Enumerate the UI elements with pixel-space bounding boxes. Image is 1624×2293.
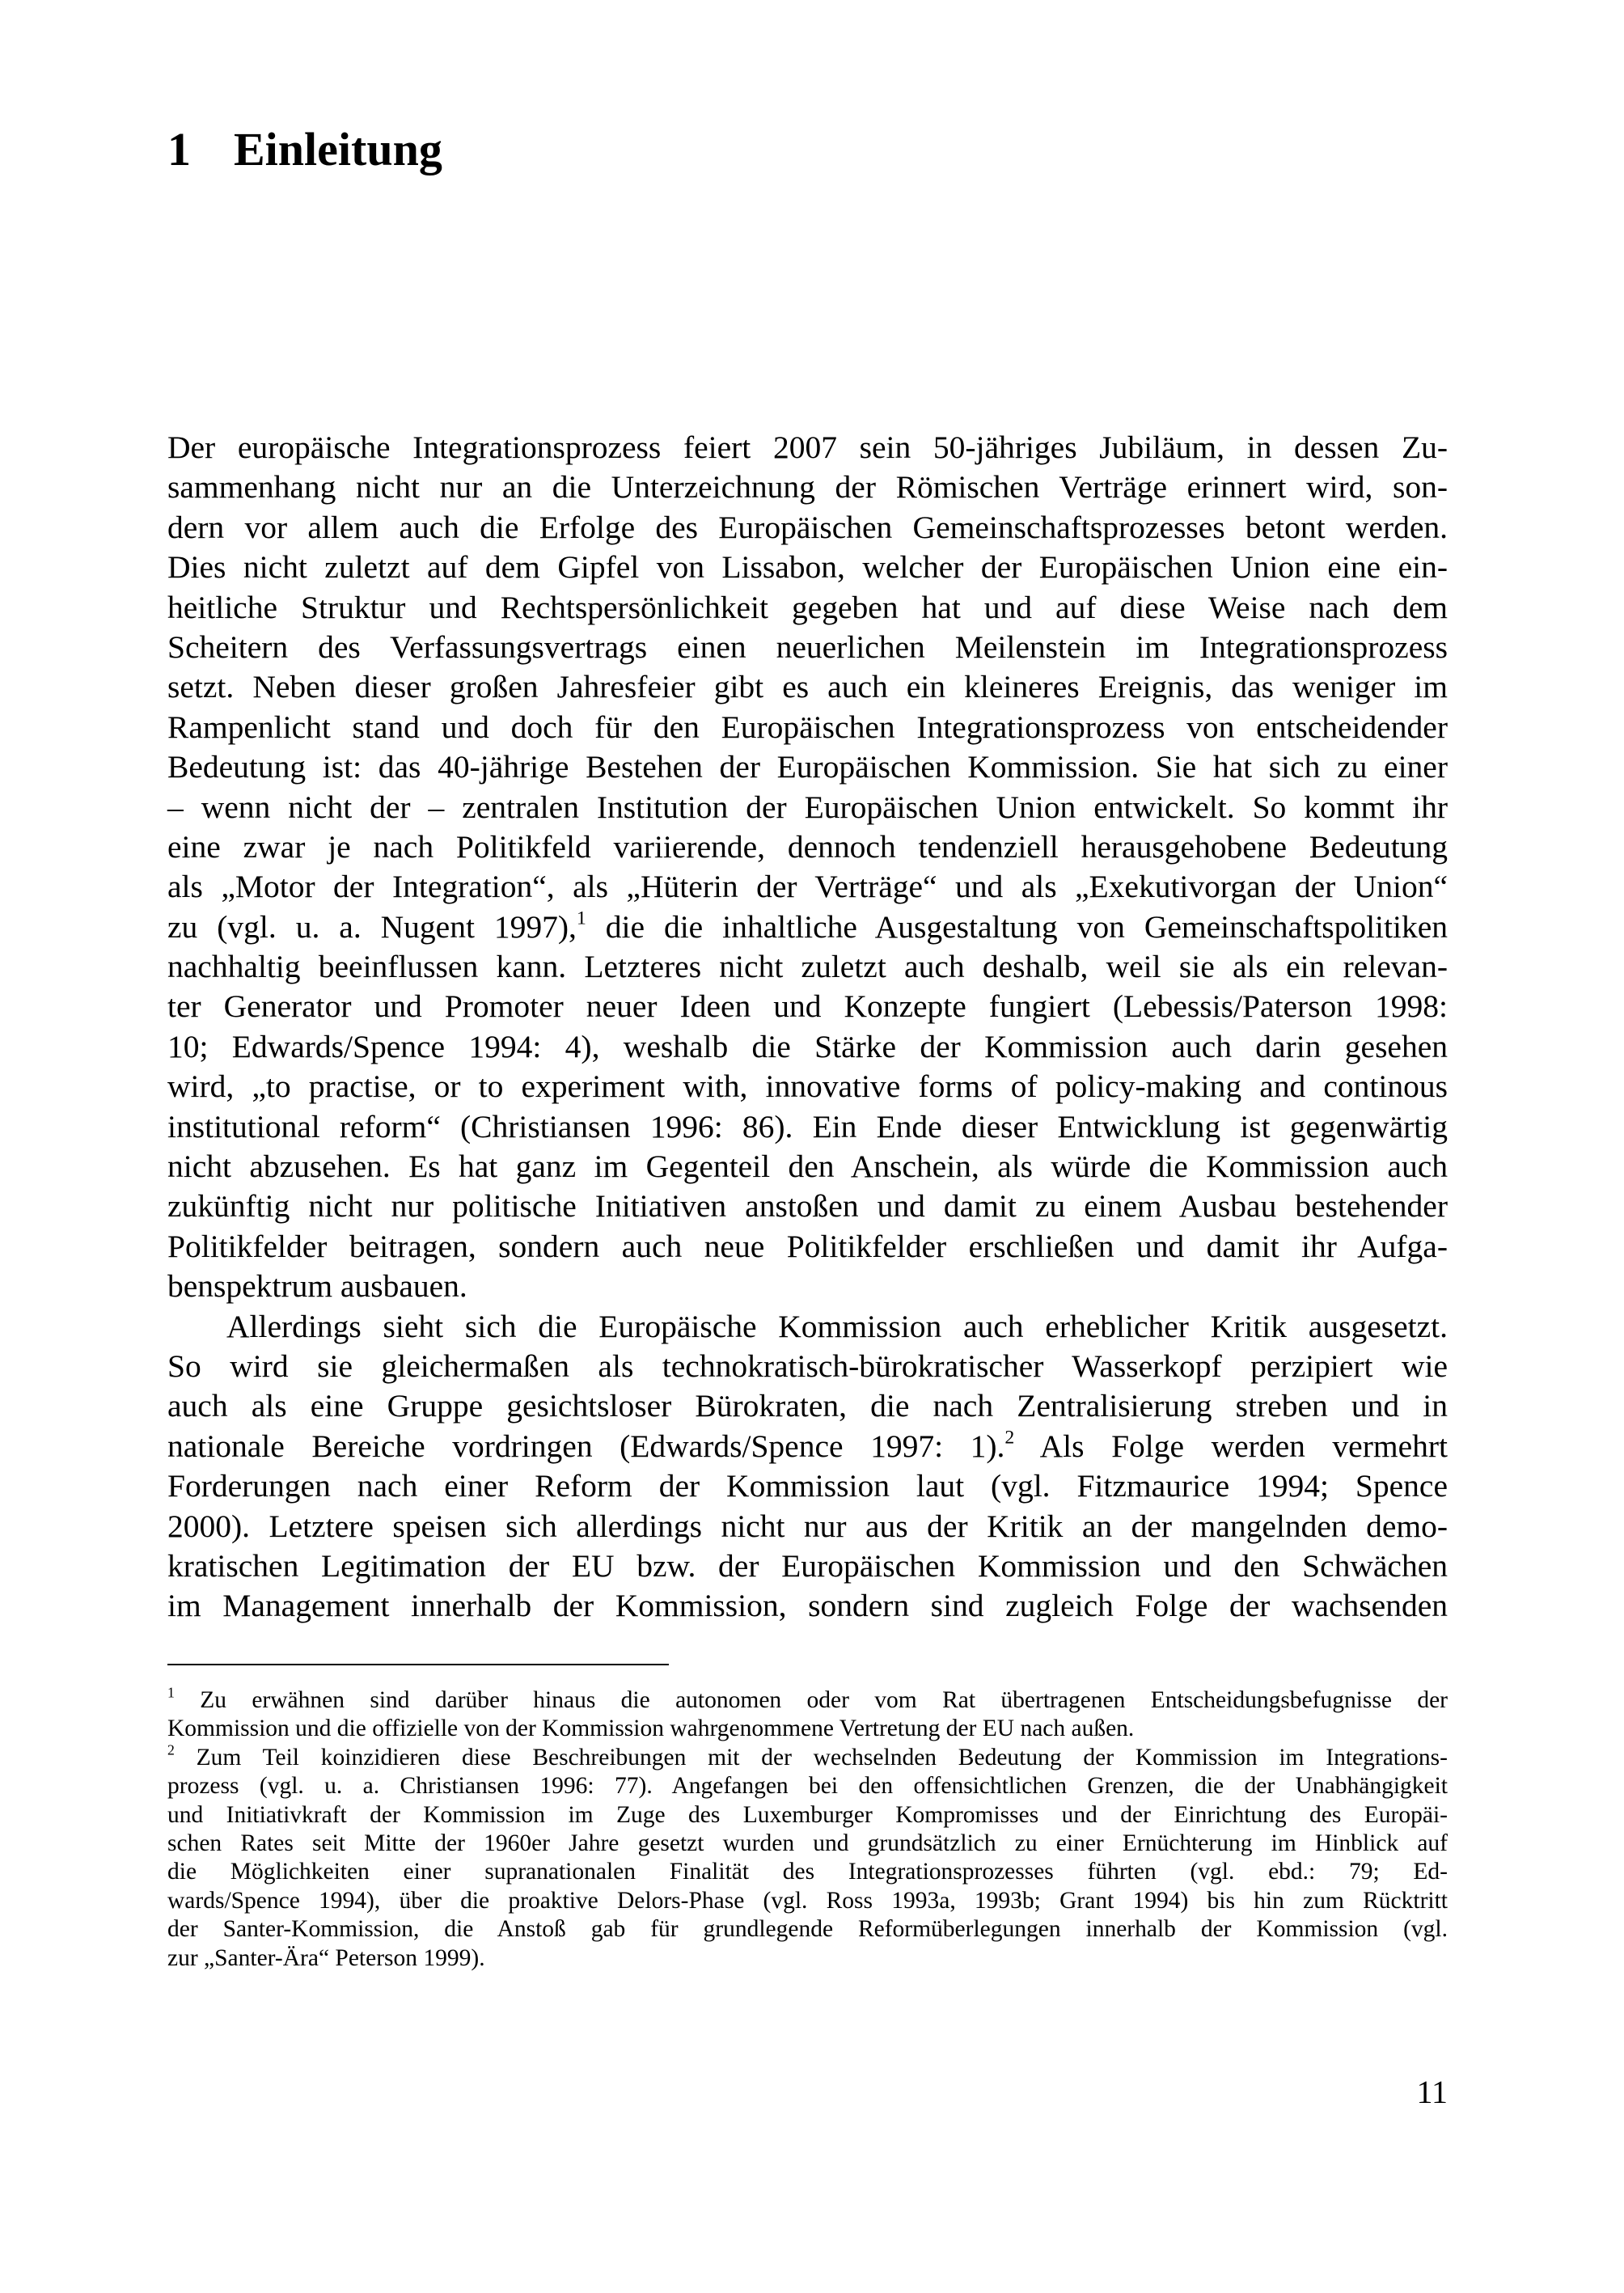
- footnote-text: prozess (vgl. u. a. Christiansen 1996: 77). Angefangen bei den offensichtlichen Grenzen, die der Unabhängigkeit: [167, 1773, 1448, 1800]
- footnote-text: wards/Spence 1994), über die proaktive Delors-Phase (vgl. Ross 1993a, 1993b; Grant 1994) bis hin zum Rücktritt: [167, 1887, 1448, 1914]
- footnote-line: [167, 1741, 1448, 1772]
- line-text: – wenn nicht der – zentralen Institution der Europäischen Union entwickelt. So kommt ihr: [167, 789, 1448, 825]
- line-text: die die inhaltliche Ausgestaltung von Gemeinschaftspolitiken: [586, 908, 1448, 945]
- text-line: [167, 628, 1448, 667]
- footnote-line: [167, 1858, 1448, 1886]
- line-text: als „Motor der Integration“, als „Hüterin der Verträge“ und als „Exekutivorgan der Union“: [167, 869, 1448, 905]
- text-line: [167, 667, 1448, 707]
- line-text: Allerdings sieht sich die Europäische Kommission auch erheblicher Kritik ausgesetzt.: [226, 1308, 1448, 1344]
- line-text: nicht abzusehen. Es hat ganz im Gegenteil den Anschein, als würde die Kommission auch: [167, 1149, 1448, 1185]
- line-text: nachhaltig beeinflussen kann. Letzteres nicht zuletzt auch deshalb, weil sie als ein relevan-: [167, 949, 1448, 985]
- line-text: im Management innerhalb der Kommission, sondern sind zugleich Folge der wachsenden: [167, 1588, 1448, 1624]
- line-text: Politikfelder beitragen, sondern auch neue Politikfelder erschließen und damit ihr Aufga-: [167, 1228, 1448, 1264]
- line-text: kratischen Legitimation der EU bzw. der Europäischen Kommission und den Schwächen: [167, 1547, 1448, 1584]
- text-line: [167, 1187, 1448, 1226]
- footnote: [167, 1741, 1448, 1973]
- text-line: [167, 508, 1448, 548]
- text-line: [167, 1466, 1448, 1506]
- footnote-text: Zu erwähnen sind darüber hinaus die autonomen oder vom Rat übertragenen Entscheidungsbefugnisse der: [174, 1687, 1448, 1713]
- footnote-text: die Möglichkeiten einer supranationalen Finalität des Integrationsprozesses führten (vgl. ebd.: 79; Ed-: [167, 1859, 1448, 1885]
- paragraph: [167, 428, 1448, 1307]
- text-line: [167, 1307, 1448, 1347]
- text-line: [167, 867, 1448, 907]
- text-line: [167, 987, 1448, 1026]
- footnote-separator: [167, 1664, 669, 1665]
- footnote-line: [167, 1915, 1448, 1944]
- footnote-line: [167, 1801, 1448, 1830]
- footnote-marker: 1: [167, 1684, 175, 1701]
- text-line: [167, 1386, 1448, 1426]
- text-line: [167, 708, 1448, 747]
- chapter-heading: [167, 121, 442, 178]
- footnote-text: Zum Teil koinzidieren diese Beschreibungen mit der wechselnden Bedeutung der Kommission im Integrations-: [174, 1744, 1448, 1771]
- footnote-marker: 2: [167, 1741, 175, 1758]
- line-text: Forderungen nach einer Reform der Kommission laut (vgl. Fitzmaurice 1994; Spence: [167, 1468, 1448, 1504]
- line-text: Als Folge werden vermehrt: [1014, 1428, 1448, 1464]
- text-line: [167, 1227, 1448, 1267]
- footnote-line: [167, 1772, 1448, 1800]
- footnote-line: [167, 1944, 1448, 1973]
- footnote-text: der Santer-Kommission, die Anstoß gab für grundlegende Reformüberlegungen innerhalb der Kommission (vgl.: [167, 1916, 1448, 1943]
- text-line: [167, 428, 1448, 467]
- line-text: Scheitern des Verfassungsvertrags einen neuerlichen Meilenstein im Integrationsprozess: [167, 628, 1448, 665]
- footnote-line: [167, 1715, 1448, 1743]
- footnote-reference: 1: [576, 907, 586, 929]
- text-line: [167, 588, 1448, 628]
- line-text: zu (vgl. u. a. Nugent 1997),: [167, 908, 577, 945]
- line-text: dern vor allem auch die Erfolge des Europäischen Gemeinschaftsprozesses betont werden.: [167, 509, 1448, 545]
- line-text: 2000). Letztere speisen sich allerdings nicht nur aus der Kritik an der mangelnden demo-: [167, 1508, 1448, 1544]
- line-text: setzt. Neben dieser großen Jahresfeier gibt es auch ein kleineres Ereignis, das weniger im: [167, 669, 1448, 705]
- text-line: [167, 1347, 1448, 1386]
- line-text: Dies nicht zuletzt auf dem Gipfel von Lissabon, welcher der Europäischen Union eine ein-: [167, 549, 1448, 586]
- line-text: auch als eine Gruppe gesichtsloser Bürokraten, die nach Zentralisierung streben und in: [167, 1388, 1448, 1424]
- line-text: sammenhang nicht nur an die Unterzeichnung der Römischen Verträge erinnert wird, son-: [167, 469, 1448, 506]
- footnote: [167, 1686, 1448, 1744]
- footnote-text: und Initiativkraft der Kommission im Zuge des Luxemburger Kompromisses und der Einrichtung des Europäi-: [167, 1801, 1448, 1828]
- line-text: Rampenlicht stand und doch für den Europäischen Integrationsprozess von entscheidender: [167, 709, 1448, 745]
- line-text: institutional reform“ (Christiansen 1996: 86). Ein Ende dieser Entwicklung ist gegenwärtig: [167, 1108, 1448, 1144]
- footnote-reference: 2: [1004, 1427, 1015, 1449]
- line-text: ter Generator und Promoter neuer Ideen und Konzepte fungiert (Lebessis/Paterson 1998:: [167, 988, 1448, 1025]
- text-line: [167, 1586, 1448, 1626]
- footnotes: [167, 1686, 1448, 1973]
- footnote-text: schen Rates seit Mitte der 1960er Jahre gesetzt wurden und grundsätzlich zu einer Ernüchterung im Hinblick auf: [167, 1830, 1448, 1856]
- text-line: [167, 747, 1448, 787]
- text-line: [167, 788, 1448, 827]
- body-text: [167, 428, 1448, 1627]
- chapter-title: Einleitung: [234, 123, 442, 176]
- page-number: 11: [1416, 2074, 1448, 2110]
- line-text: Der europäische Integrationsprozess feiert 2007 sein 50-jähriges Jubiläum, in dessen Zu-: [167, 429, 1448, 465]
- line-text: wird, „to practise, or to experiment with, innovative forms of policy-making and continous: [167, 1068, 1448, 1105]
- footnote-line: [167, 1686, 1448, 1715]
- text-line: [167, 1027, 1448, 1067]
- paragraph: [167, 1307, 1448, 1627]
- footnote-text: zur „Santer-Ära“ Peterson 1999).: [167, 1944, 485, 1971]
- footnote-line: [167, 1887, 1448, 1915]
- text-line: [167, 548, 1448, 587]
- line-text: 10; Edwards/Spence 1994: 4), weshalb die Stärke der Kommission auch darin gesehen: [167, 1028, 1448, 1064]
- text-line: [167, 1067, 1448, 1106]
- text-line: [167, 1147, 1448, 1187]
- text-line: [167, 1507, 1448, 1546]
- line-text: nationale Bereiche vordringen (Edwards/Spence 1997: 1).: [167, 1428, 1005, 1464]
- line-text: heitliche Struktur und Rechtspersönlichkeit gegeben hat und auf diese Weise nach dem: [167, 589, 1448, 625]
- text-line: [167, 827, 1448, 867]
- footnote-line: [167, 1830, 1448, 1858]
- chapter-number: 1: [167, 123, 191, 176]
- line-text: So wird sie gleichermaßen als technokratisch-bürokratischer Wasserkopf perzipiert wie: [167, 1347, 1448, 1384]
- text-line: [167, 1546, 1448, 1586]
- text-line: [167, 947, 1448, 987]
- text-line: [167, 907, 1448, 947]
- text-line: [167, 467, 1448, 507]
- footnote-text: Kommission und die offizielle von der Kommission wahrgenommene Vertretung der EU nach außen.: [167, 1716, 1135, 1742]
- line-text: Bedeutung ist: das 40-jährige Bestehen der Europäischen Kommission. Sie hat sich zu einer: [167, 749, 1448, 785]
- text-line: [167, 1427, 1448, 1466]
- text-line: [167, 1267, 1448, 1306]
- text-line: [167, 1107, 1448, 1147]
- line-text: benspektrum ausbauen.: [167, 1268, 467, 1305]
- line-text: zukünftig nicht nur politische Initiativen anstoßen und damit zu einem Ausbau bestehender: [167, 1188, 1448, 1225]
- line-text: eine zwar je nach Politikfeld variierende, dennoch tendenziell herausgehobene Bedeutung: [167, 828, 1448, 865]
